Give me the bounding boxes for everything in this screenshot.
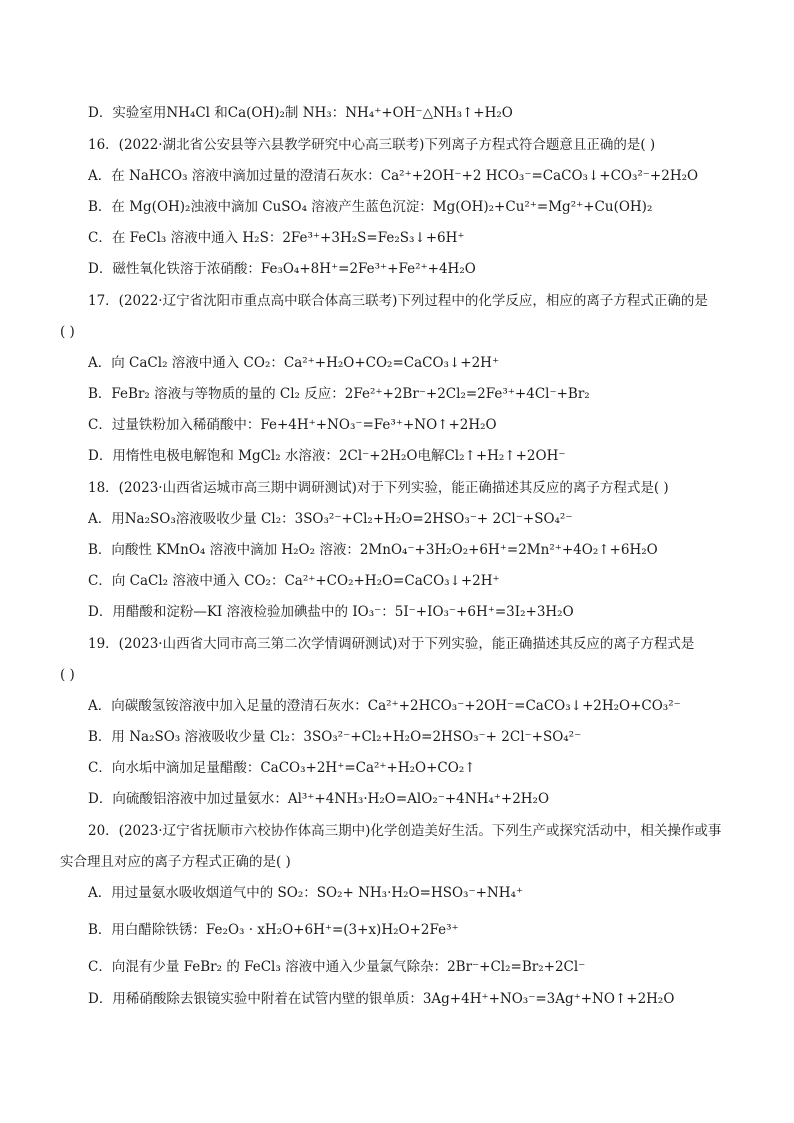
option-line: D．用稀硝酸除去银镜实验中附着在试管内壁的银单质：3Ag+4H⁺+NO₃⁻=3Ag⁺+NO↑+2H₂O (88, 991, 675, 1007)
option-line: A．向 CaCl₂ 溶液中通入 CO₂：Ca²⁺+H₂O+CO₂=CaCO₃↓+2H⁺ (88, 355, 500, 371)
option-line: B．用 Na₂SO₃ 溶液吸收少量 Cl₂：3SO₃²⁻+Cl₂+H₂O=2HSO₃⁻+ 2Cl⁻+SO₄²⁻ (88, 729, 582, 745)
option-line: C．向 CaCl₂ 溶液中通入 CO₂：Ca²⁺+CO₂+H₂O=CaCO₃↓+2H⁺ (88, 573, 500, 589)
option-line: A．在 NaHCO₃ 溶液中滴加过量的澄清石灰水：Ca²⁺+2OH⁻+2 HCO₃⁻=CaCO₃↓+CO₃²⁻+2H₂O (88, 168, 699, 184)
option-line: D．向硫酸铝溶液中加过量氨水：Al³⁺+4NH₃·H₂O=AlO₂⁻+4NH₄⁺+2H₂O (88, 791, 550, 807)
option-line: D．实验室用NH₄Cl 和Ca(OH)₂制 NH₃：NH₄⁺+OH⁻△NH₃↑+H₂O (88, 105, 513, 121)
option-line: A．向碳酸氢铵溶液中加入足量的澄清石灰水：Ca²⁺+2HCO₃⁻+2OH⁻=CaCO₃↓+2H₂O+CO₃²⁻ (88, 698, 681, 714)
option-line: D．用醋酸和淀粉—KI 溶液检验加碘盐中的 IO₃⁻：5I⁻+IO₃⁻+6H⁺=3I₂+3H₂O (88, 604, 574, 620)
option-line: D．用惰性电极电解饱和 MgCl₂ 水溶液：2Cl⁻+2H₂O电解Cl₂↑+H₂↑+2OH⁻ (88, 448, 566, 464)
option-line: A．用过量氨水吸收烟道气中的 SO₂：SO₂+ NH₃·H₂O=HSO₃⁻+NH₄⁺ (88, 885, 524, 901)
option-line: B．用白醋除铁锈：Fe₂O₃ · xH₂O+6H⁺=(3+x)H₂O+2Fe³⁺ (88, 922, 459, 938)
question-20-stem-cont: 实合理且对应的离子方程式正确的是( ) (60, 854, 291, 870)
answer-blank: ( ) (60, 667, 75, 683)
question-19-stem: 19．(2023·山西省大同市高三第二次学情调研测试)对于下列实验，能正确描述其反应的离子方程式是 (88, 636, 695, 652)
option-line: D．磁性氧化铁溶于浓硝酸：Fe₃O₄+8H⁺=2Fe³⁺+Fe²⁺+4H₂O (88, 261, 476, 277)
option-line: B．在 Mg(OH)₂浊液中滴加 CuSO₄ 溶液产生蓝色沉淀：Mg(OH)₂+Cu²⁺=Mg²⁺+Cu(OH)₂ (88, 199, 653, 215)
option-line: C．在 FeCl₃ 溶液中通入 H₂S：2Fe³⁺+3H₂S=Fe₂S₃↓+6H⁺ (88, 230, 465, 246)
question-17-stem: 17．(2022·辽宁省沈阳市重点高中联合体高三联考)下列过程中的化学反应，相应的离子方程式正确的是 (88, 293, 708, 309)
answer-blank: ( ) (60, 324, 75, 340)
option-line: C．过量铁粉加入稀硝酸中：Fe+4H⁺+NO₃⁻=Fe³⁺+NO↑+2H₂O (88, 417, 497, 433)
option-line: B．向酸性 KMnO₄ 溶液中滴加 H₂O₂ 溶液：2MnO₄⁻+3H₂O₂+6H⁺=2Mn²⁺+4O₂↑+6H₂O (88, 542, 658, 558)
option-line: C．向水垢中滴加足量醋酸：CaCO₃+2H⁺=Ca²⁺+H₂O+CO₂↑ (88, 760, 476, 776)
question-16-stem: 16．(2022·湖北省公安县等六县教学研究中心高三联考)下列离子方程式符合题意且正确的是( ) (88, 137, 656, 153)
question-20-stem: 20．(2023·辽宁省抚顺市六校协作体高三期中)化学创造美好生活。下列生产或探究活动中，相关操作或事 (88, 823, 722, 839)
option-line: B．FeBr₂ 溶液与等物质的量的 Cl₂ 反应：2Fe²⁺+2Br⁻+2Cl₂=2Fe³⁺+4Cl⁻+Br₂ (88, 386, 590, 402)
question-18-stem: 18．(2023·山西省运城市高三期中调研测试)对于下列实验，能正确描述其反应的离子方程式是( ) (88, 480, 669, 496)
option-line: C．向混有少量 FeBr₂ 的 FeCl₃ 溶液中通入少量氯气除杂：2Br⁻+Cl₂=Br₂+2Cl⁻ (88, 959, 586, 975)
option-line: A．用Na₂SO₃溶液吸收少量 Cl₂：3SO₃²⁻+Cl₂+H₂O=2HSO₃⁻+ 2Cl⁻+SO₄²⁻ (88, 511, 573, 527)
